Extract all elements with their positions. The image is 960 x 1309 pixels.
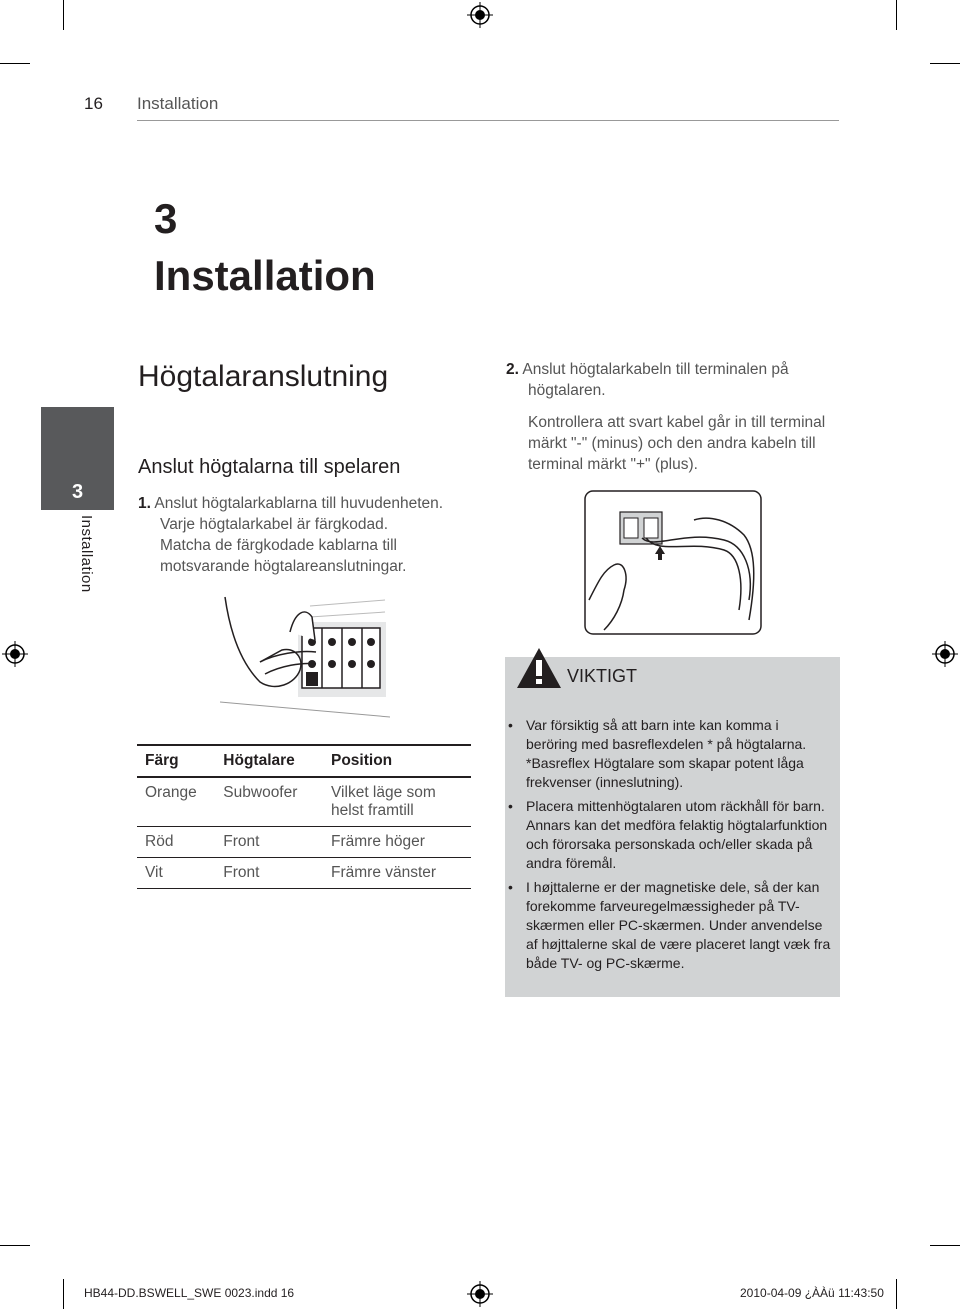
table-header-cell: Position — [331, 752, 393, 769]
running-header: Installation — [137, 94, 219, 113]
list-item: • Placera mittenhögtalaren utom räckhåll för barn. Annars kan det medföra felaktig högtalarfunktion och förorsaka personskada och/eller skada på andra föremål. — [508, 797, 833, 873]
registration-mark-icon — [932, 641, 958, 667]
registration-mark-icon — [467, 1281, 493, 1307]
registration-mark-icon — [467, 2, 493, 28]
crop-mark — [896, 0, 897, 30]
step-text: motsvarande högtalareanslutningar. — [160, 558, 407, 575]
table-cell: Front — [223, 833, 260, 850]
step-note: Kontrollera att svart kabel går in till terminal — [528, 414, 826, 431]
speaker-terminal-illustration — [584, 490, 762, 635]
step-number: 2. — [506, 361, 519, 378]
table-row — [137, 827, 471, 858]
table-cell: Främre vänster — [331, 864, 437, 881]
chapter-title: Installation — [154, 252, 376, 299]
footer-file: HB44-DD.BSWELL_SWE 0023.indd 16 — [84, 1286, 295, 1300]
page-number: 16 — [84, 94, 103, 113]
step-note: terminal märkt "+" (plus). — [528, 456, 698, 473]
table-header-cell: Högtalare — [223, 752, 295, 769]
table-row — [137, 858, 471, 889]
footer-date: 2010-04-09 ¿ÀÀü 11:43:50 — [740, 1286, 884, 1300]
table-header-cell: Färg — [145, 752, 179, 769]
receiver-terminal-illustration — [220, 592, 390, 727]
important-heading: VIKTIGT — [567, 666, 638, 686]
registration-mark-icon — [2, 641, 28, 667]
list-item: • I højttalerne er der magnetiske dele, så der kan forekomme farveuregelmæssigheder på TV-skærmen eller PC-skærmen. Under anvendelse af højttalerne skal de være placeret langt væk fra både TV- og PC-skærme. — [508, 878, 833, 973]
table-cell: Vit — [145, 864, 163, 881]
table-cell: Orange — [145, 784, 197, 801]
speaker-color-table — [137, 744, 471, 889]
important-list — [508, 716, 833, 978]
header-rule — [137, 120, 839, 121]
step-text: Matcha de färgkodade kablarna till — [160, 537, 397, 554]
step-text: högtalaren. — [528, 382, 606, 399]
side-tab-label: Installation — [78, 515, 95, 593]
crop-mark — [930, 1245, 960, 1246]
crop-mark — [63, 1279, 64, 1309]
step-text: Varje högtalarkabel är färgkodad. — [160, 516, 389, 533]
table-cell: Subwoofer — [223, 784, 298, 801]
crop-mark — [0, 1245, 30, 1246]
step-text: Anslut högtalarkablarna till huvudenheten. — [154, 495, 444, 512]
list-item: • Var försiktig så att barn inte kan komma i beröring med basreflexdelen * på högtalarna. *Basreflex Högtalare som skapar potent låga frekvenser (inneslutning). — [508, 716, 833, 792]
step-2 — [506, 359, 846, 475]
crop-mark — [930, 63, 960, 64]
table-header-row — [137, 745, 471, 777]
step-number: 1. — [138, 495, 151, 512]
chapter-number: 3 — [154, 195, 178, 242]
subsection-title: Anslut högtalarna till spelaren — [138, 456, 401, 478]
table-cell: Främre höger — [331, 833, 425, 850]
section-title: Högtalaranslutning — [138, 360, 389, 393]
table-cell: Röd — [145, 833, 174, 850]
step-note: märkt "-" (minus) och den andra kabeln till — [528, 435, 816, 452]
step-text: Anslut högtalarkabeln till terminalen på — [522, 361, 789, 378]
table-cell: Vilket läge som helst framtill — [331, 784, 436, 819]
side-tab-number: 3 — [71, 481, 84, 503]
table-cell: Front — [223, 864, 260, 881]
table-row — [137, 777, 471, 827]
crop-mark — [0, 63, 30, 64]
crop-mark — [896, 1279, 897, 1309]
warning-icon — [516, 646, 562, 690]
step-1 — [138, 493, 478, 577]
crop-mark — [63, 0, 64, 30]
